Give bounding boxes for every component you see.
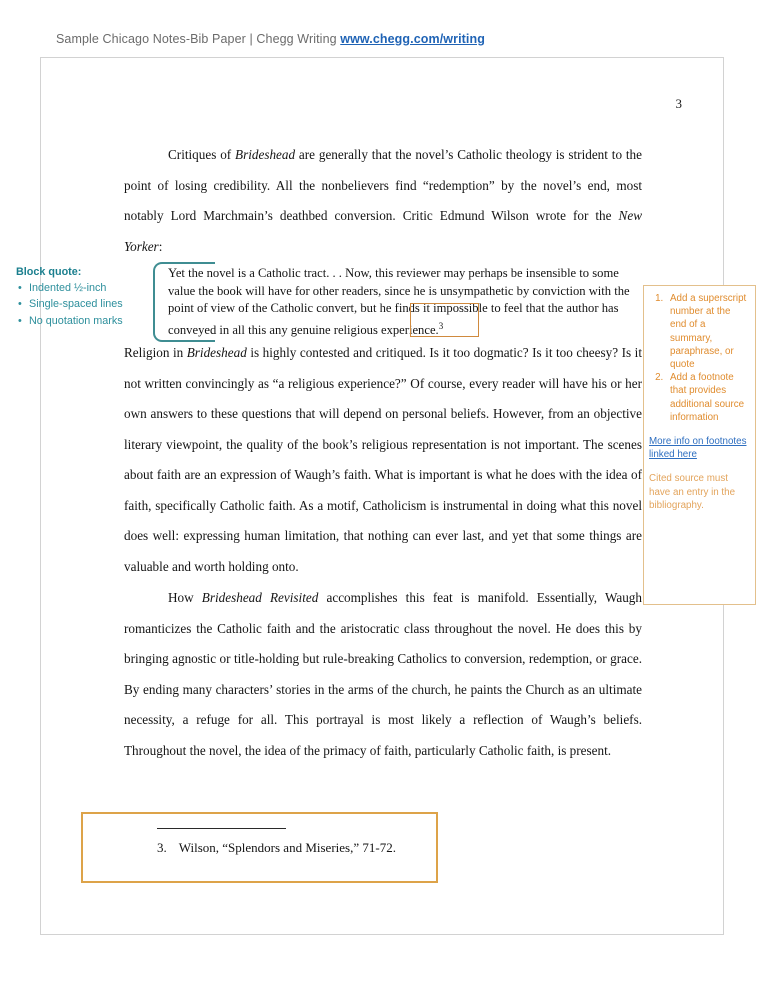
para1-text-c: : (158, 238, 163, 254)
para3-text-b: accomplishes this feat is manifold. Essentially, Waugh romanticizes the Catholic faith and the aristocratic class throughout the novel. He does this by bringing agnostic or title-holding but rule-breaking Catholics to conversion, redemption, or grace. By ending many characters’ stories in the arms of the church, he paints the Church as an ultimate necessity, a refuge for all. This portrayal is most likely a reflection of Waugh’s beliefs. Throughout the novel, the idea of the primacy of faith, particularly Catholic faith, is present. (124, 590, 642, 758)
annotation-bullet-quotation: • No quotation marks (29, 314, 134, 329)
annotation-title: Block quote: (16, 266, 82, 278)
block-quote-annotation (16, 265, 134, 330)
footnote-superscript-marker: 3 (438, 320, 444, 331)
footnote-annotation-item-footnote: 2. Add a footnote that provides additional source information (666, 371, 749, 424)
para3-title-brideshead-revisited: Brideshead Revisited (201, 590, 319, 605)
footnote-entry-text: Wilson, “Splendors and Miseries,” 71-72. (178, 840, 396, 855)
paragraph-critiques (124, 140, 642, 262)
bibliography-note: Cited source must have an entry in the bibliography. (649, 473, 736, 511)
running-header (56, 32, 485, 46)
para1-title-brideshead: Brideshead (235, 147, 296, 162)
running-header-text: Sample Chicago Notes-Bib Paper | Chegg Writing (56, 32, 341, 46)
para2-text-b: is highly contested and critiqued. Is it too dogmatic? Is it too cheesy? Is it not written convincingly as “a religious experience?” Of course, every reader will have his or her own answers to these questions that will depend on personal beliefs. However, from an objective literary viewpoint, the quality of the book’s religious representation is not important. The scenes about faith are an expression of Waugh’s faith. What is important is what he does with the idea of faith, specifically Catholic faith. As a motif, Catholicism is instrumental in doing what this novel does well: expressing human limitation, that nothing can ever last, and yet that some things are valuable and worth holding onto. (124, 345, 642, 574)
chegg-writing-link[interactable]: www.chegg.com/writing (340, 32, 485, 46)
paragraph-how-brideshead (124, 583, 642, 766)
footnote-entry-number: 3. (157, 840, 167, 855)
para3-text-a: How (168, 590, 202, 605)
block-quote-highlighted-word: experience. (381, 322, 439, 337)
para1-text-b: are generally that the novel’s Catholic theology is strident to the point of losing credibility. All the nonbelievers find “redemption” by the novel’s end, most notably Lord Marchmain’s deathbed conversion. Critic Edmund Wilson wrote for the (124, 147, 642, 223)
page-number: 3 (675, 96, 682, 111)
annotation-bullet-spacing: • Single-spaced lines (29, 297, 134, 312)
footnote-annotation-item-superscript: 1. Add a superscript number at the end of a summary, paraphrase, or quote (666, 292, 749, 371)
block-quote (168, 265, 642, 339)
annotation-bullet-list (16, 281, 134, 329)
block-quote-text: Yet the novel is a Catholic tract. . . Now, this reviewer may perhaps be insensible to some value the book will have for other readers, since he is unsympathetic by conviction with the point of view of the Catholic convert, but he finds it impossible to feel that the author has conveyed in all this any genuine religious (168, 266, 630, 337)
para1-title-new-yorker: New Yorker (124, 208, 642, 254)
footnote-annotation-list (649, 292, 749, 424)
footnote-separator-rule (157, 828, 286, 829)
annotation-bullet-indent: • Indented ½-inch (29, 281, 134, 296)
footnote-entry (157, 840, 396, 856)
paragraph-religion (124, 338, 642, 582)
more-info-footnotes-link[interactable]: More info on footnotes linked here (649, 436, 747, 461)
footnote-annotation-box (643, 285, 756, 605)
para2-text-a: Religion in (124, 345, 187, 360)
para2-title-brideshead: Brideshead (186, 345, 247, 360)
para1-text-a: Critiques of (168, 147, 236, 162)
